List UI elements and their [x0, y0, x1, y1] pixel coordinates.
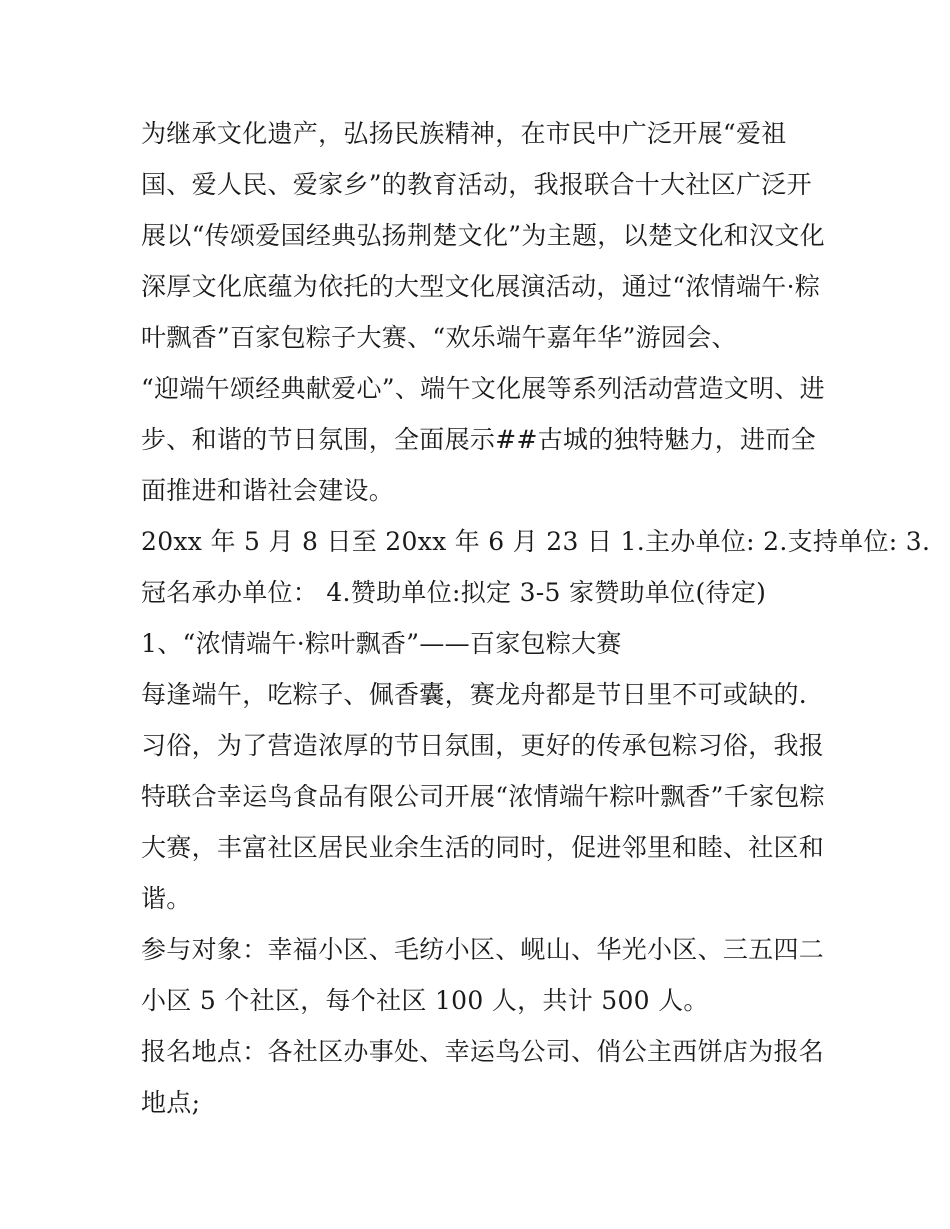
text-line: 深厚文化底蕴为依托的大型文化展演活动，通过“浓情端午·粽: [141, 272, 821, 301]
text-line: 每逢端午，吃粽子、佩香囊，赛龙舟都是节日里不可或缺的.: [141, 680, 808, 709]
section-heading: [141, 618, 821, 669]
text-line: 国、爱人民、爱家乡”的教育活动，我报联合十大社区广泛开: [141, 170, 812, 199]
text-line: 冠名承办单位： 4.赞助单位:拟定 3-5 家赞助单位(待定): [141, 578, 767, 607]
text-line: 叶飘香”百家包粽子大赛、“欢乐端午嘉年华”游园会、: [141, 323, 737, 352]
document-body: [141, 108, 931, 1128]
text-line: 1、“浓情端午·粽叶飘香”——百家包粽大赛: [141, 629, 622, 658]
text-line: 习俗，为了营造浓厚的节日氛围，更好的传承包粽习俗，我报: [141, 731, 825, 760]
text-line: 地点;: [141, 1088, 201, 1117]
text-line: 面推进和谐社会建设。: [141, 476, 395, 505]
paragraph-participants: [141, 924, 825, 1026]
paragraph-registration: [141, 1026, 825, 1128]
text-line: 参与对象：幸福小区、毛纺小区、岘山、华光小区、三五四二: [141, 935, 825, 964]
paragraph-schedule: [141, 516, 931, 618]
text-line: 步、和谐的节日氛围，全面展示##古城的独特魅力，进而全: [141, 425, 816, 454]
text-line: 小区 5 个社区，每个社区 100 人，共计 500 人。: [141, 986, 709, 1015]
text-line: 特联合幸运鸟食品有限公司开展“浓情端午粽叶飘香”千家包粽: [141, 782, 825, 811]
paragraph-intro: [141, 108, 825, 516]
text-line: 20xx 年 5 月 8 日至 20xx 年 6 月 23 日 1.主办单位: 2.支持单位: 3.: [141, 527, 931, 556]
text-line: 展以“传颂爱国经典弘扬荆楚文化”为主题，以楚文化和汉文化: [141, 221, 825, 250]
text-line: 谐。: [141, 884, 192, 913]
text-line: 大赛，丰富社区居民业余生活的同时，促进邻里和睦、社区和: [141, 833, 825, 862]
text-line: 报名地点：各社区办事处、幸运鸟公司、俏公主西饼店为报名: [141, 1037, 825, 1066]
paragraph-contest: [141, 669, 825, 924]
text-line: “迎端午颂经典献爱心”、端午文化展等系列活动营造文明、进: [141, 374, 825, 403]
text-line: 为继承文化遗产，弘扬民族精神，在市民中广泛开展“爱祖: [141, 119, 787, 148]
